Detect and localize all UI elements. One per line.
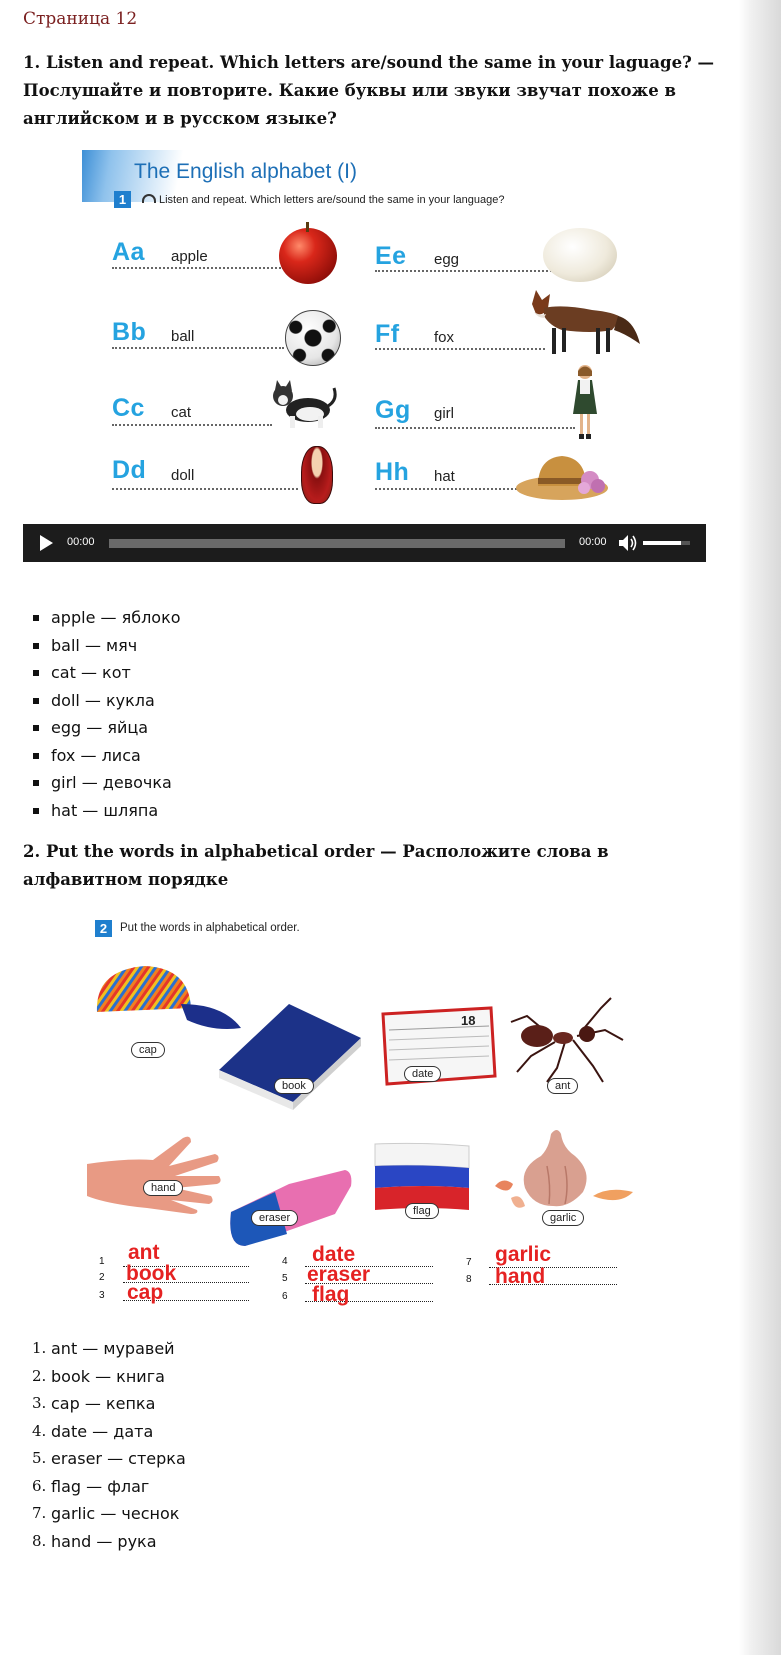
list-text: cap — кепка [51, 1394, 156, 1413]
answer-word: book [126, 1262, 177, 1285]
label-date: date [404, 1066, 441, 1082]
answer-number: 2 [99, 1272, 105, 1283]
answer-number: 1 [99, 1256, 105, 1267]
hand-picture [87, 1124, 223, 1214]
word-hat: hat [434, 468, 455, 485]
list-item: doll — кукла [23, 687, 423, 715]
list-item: apple — яблоко [23, 604, 423, 632]
girl-picture [570, 362, 600, 442]
cat-picture [266, 378, 338, 430]
word-cat: cat [171, 404, 192, 421]
list-item [23, 1473, 423, 1501]
list-text: hand — рука [51, 1531, 157, 1551]
dotted-line [112, 267, 284, 269]
headphones-icon [142, 194, 156, 203]
vocabulary-list [23, 604, 423, 824]
dotted-line [375, 488, 525, 490]
answer-word: hand [495, 1265, 546, 1288]
list-item: fox — лиса [23, 742, 423, 770]
list-number: 2. [32, 1366, 47, 1385]
list-item: hat — шляпа [23, 797, 423, 825]
list-item [23, 1500, 423, 1528]
answer-word: date [312, 1243, 356, 1266]
word-doll: doll [171, 467, 195, 484]
task1-heading: 1. Listen and repeat. Which letters are/sound the same in your laguage? — Послушайте и повторите. Какие буквы или звуки звучат похоже в английском и в русском языке? [23, 53, 714, 128]
list-text: eraser — стерка [51, 1449, 186, 1468]
list-number: 1. [32, 1339, 47, 1357]
flag-picture [373, 1142, 471, 1212]
letter-dd: Dd [112, 456, 147, 484]
letter-ee: Ee [375, 242, 407, 270]
audio-player [23, 524, 706, 562]
exercise-number-badge: 2 [95, 920, 112, 937]
exercise-instruction: Put the words in alphabetical order. [120, 922, 300, 934]
label-eraser: eraser [251, 1210, 298, 1226]
list-number: 6. [32, 1476, 47, 1495]
dotted-line [375, 270, 555, 272]
dotted-line [375, 348, 545, 350]
word-girl: girl [434, 405, 455, 422]
page-label: Страница 12 [23, 9, 138, 29]
answer-word: flag [312, 1283, 350, 1306]
answer-number: 3 [99, 1290, 105, 1301]
volume-level [643, 541, 681, 545]
list-item: egg — яйца [23, 714, 423, 742]
volume-slider[interactable] [643, 541, 690, 545]
label-garlic: garlic [542, 1210, 584, 1226]
apple-picture [279, 228, 337, 284]
answer-word: eraser [307, 1263, 371, 1286]
list-number: 7. [32, 1504, 47, 1522]
page-edge-shadow [739, 0, 781, 1655]
egg-picture [543, 228, 617, 282]
list-number: 5. [32, 1449, 47, 1467]
list-item: girl — девочка [23, 769, 423, 797]
alphabetical-list [23, 1335, 423, 1555]
letter-cc: Cc [112, 394, 145, 422]
answer-number: 5 [282, 1273, 288, 1284]
word-apple: apple [171, 248, 208, 265]
calendar-number: 18 [461, 1013, 476, 1028]
list-text: ant — муравей [51, 1339, 175, 1358]
answer-number: 8 [466, 1274, 472, 1285]
task2-heading: 2. Put the words in alphabetical order — Расположите слова в алфавитном порядке [23, 842, 609, 889]
exercise-number-badge: 1 [114, 191, 131, 208]
list-text: flag — флаг [51, 1476, 150, 1496]
answer-word: ant [128, 1241, 160, 1264]
list-text: date — дата [51, 1421, 154, 1441]
garlic-picture [489, 1126, 635, 1222]
list-number: 3. [32, 1394, 47, 1412]
progress-bar[interactable] [109, 539, 565, 548]
letter-bb: Bb [112, 318, 147, 346]
letter-aa: Aa [112, 238, 145, 266]
answer-number: 7 [466, 1257, 472, 1268]
word-ball: ball [171, 328, 195, 345]
eraser-picture [223, 1166, 353, 1250]
letter-gg: Gg [375, 396, 411, 424]
duration-time: 00:00 [579, 536, 607, 548]
label-ant: ant [547, 1078, 578, 1094]
hat-picture [514, 448, 612, 504]
list-item [23, 1445, 423, 1473]
list-item: ball — мяч [23, 632, 423, 660]
dotted-line [112, 424, 272, 426]
fox-picture [522, 286, 642, 356]
exercise-instruction: Listen and repeat. Which letters are/sound the same in your language? [159, 194, 505, 206]
list-item [23, 1390, 423, 1418]
list-item [23, 1335, 423, 1363]
dotted-line [112, 347, 284, 349]
answer-word: cap [127, 1281, 164, 1304]
alphabetical-order-textbook-image [87, 910, 635, 1310]
label-cap: cap [131, 1042, 165, 1058]
label-flag: flag [405, 1203, 439, 1219]
label-hand: hand [143, 1180, 183, 1196]
speaker-icon[interactable] [618, 534, 638, 552]
list-number: 4. [32, 1421, 47, 1440]
list-text: garlic — чеснок [51, 1504, 180, 1523]
list-item [23, 1528, 423, 1556]
list-number: 8. [32, 1531, 47, 1550]
word-egg: egg [434, 251, 460, 268]
current-time: 00:00 [67, 536, 95, 548]
list-item: cat — кот [23, 659, 423, 687]
dotted-line [112, 488, 298, 490]
alphabet-textbook-image [82, 150, 642, 540]
list-text: book — книга [51, 1366, 165, 1386]
list-item [23, 1418, 423, 1446]
play-icon[interactable] [40, 535, 53, 551]
word-fox: fox [434, 329, 455, 346]
answer-number: 4 [282, 1256, 288, 1267]
label-book: book [274, 1078, 314, 1094]
letter-ff: Ff [375, 320, 400, 348]
doll-picture [301, 446, 333, 504]
alphabet-title: The English alphabet (I) [134, 160, 357, 183]
list-item [23, 1363, 423, 1391]
letter-hh: Hh [375, 458, 410, 486]
dotted-line [375, 427, 575, 429]
ball-picture [285, 310, 341, 366]
ant-picture [507, 996, 627, 1086]
answer-number: 6 [282, 1291, 288, 1302]
answer-word: garlic [495, 1243, 552, 1266]
